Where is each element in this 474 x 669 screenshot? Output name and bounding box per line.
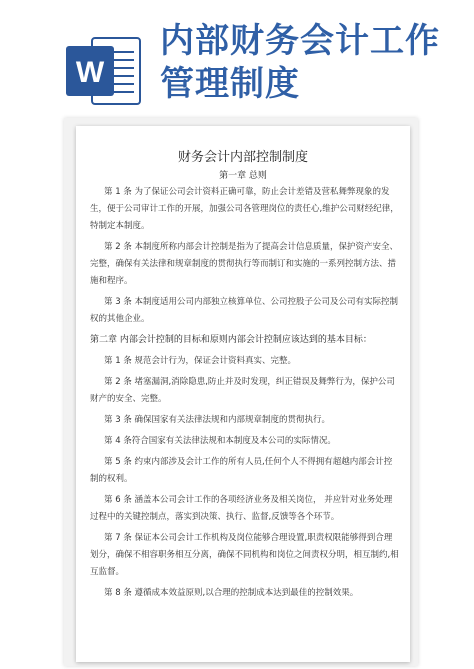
- paragraph: 第 8 条 遵循成本效益原则,以合理的控制成本达到最佳的控制效果。: [104, 588, 359, 598]
- word-icon-letter: W: [75, 56, 105, 89]
- page-title: 财务会计内部控制制度: [177, 150, 308, 165]
- paragraph: 第 7 条 保证本公司会计工作机构及岗位能够合理设置,职责权限能够得到合理划分，确保不相容职务相互分离，确保不同机构和岗位之间责权分明，相互制约,相互监督。: [90, 533, 399, 577]
- paragraph: 第 2 条 本制度所称内部会计控制是指为了提高会计信息质量，保护资产安全、完整，确保有关法律和规章制度的贯彻执行等而制订和实施的一系列控制方法、措施和程序。: [90, 242, 399, 286]
- paragraph: 第 5 条 约束内部涉及会计工作的所有人员,任何个人不得拥有超越内部会计控制的权利。: [90, 457, 393, 484]
- paragraph: 第 3 条 本制度适用公司内部独立核算单位、公司控股子公司及公司有实际控制权的其他企业。: [90, 297, 399, 324]
- banner-title-line1: 内部财务会计工作: [160, 21, 440, 61]
- paragraph: 第 3 条 确保国家有关法律法规和内部规章制度的贯彻执行。: [104, 415, 331, 425]
- paragraph: 第 1 条 为了保证公司会计资料正确可靠，防止会计差错及营私舞弊现象的发生，便于公司审计工作的开展，加强公司各管理岗位的责任心,维护公司财经纪律，特制定本制度。: [90, 187, 399, 231]
- chapter-1-title: 第一章 总则: [219, 171, 267, 181]
- document-banner-title: [160, 20, 440, 106]
- paragraph: 第 2 条 堵塞漏洞,消除隐患,防止并及时发现，纠正错误及舞弊行为，保护公司财产的安全、完整。: [90, 377, 395, 404]
- paragraph: 第 1 条 规范会计行为，保证会计资料真实、完整。: [104, 356, 297, 366]
- document-body: [90, 184, 400, 606]
- paragraph: 第 4 条符合国家有关法律法规和本制度及本公司的实际情况。: [104, 436, 336, 446]
- document-page: [76, 126, 410, 662]
- banner: [0, 0, 474, 120]
- banner-title-line2: 管理制度: [160, 64, 300, 104]
- word-doc-icon: [62, 30, 144, 112]
- chapter-2-title: 第二章 内部会计控制的目标和原则内部会计控制应该达到的基本目标：: [90, 335, 372, 345]
- paragraph: 第 6 条 涵盖本公司会计工作的各项经济业务及相关岗位， 并应针对业务处理过程中的关键控制点，落实到决策、执行、监督,反馈等各个环节。: [90, 495, 393, 522]
